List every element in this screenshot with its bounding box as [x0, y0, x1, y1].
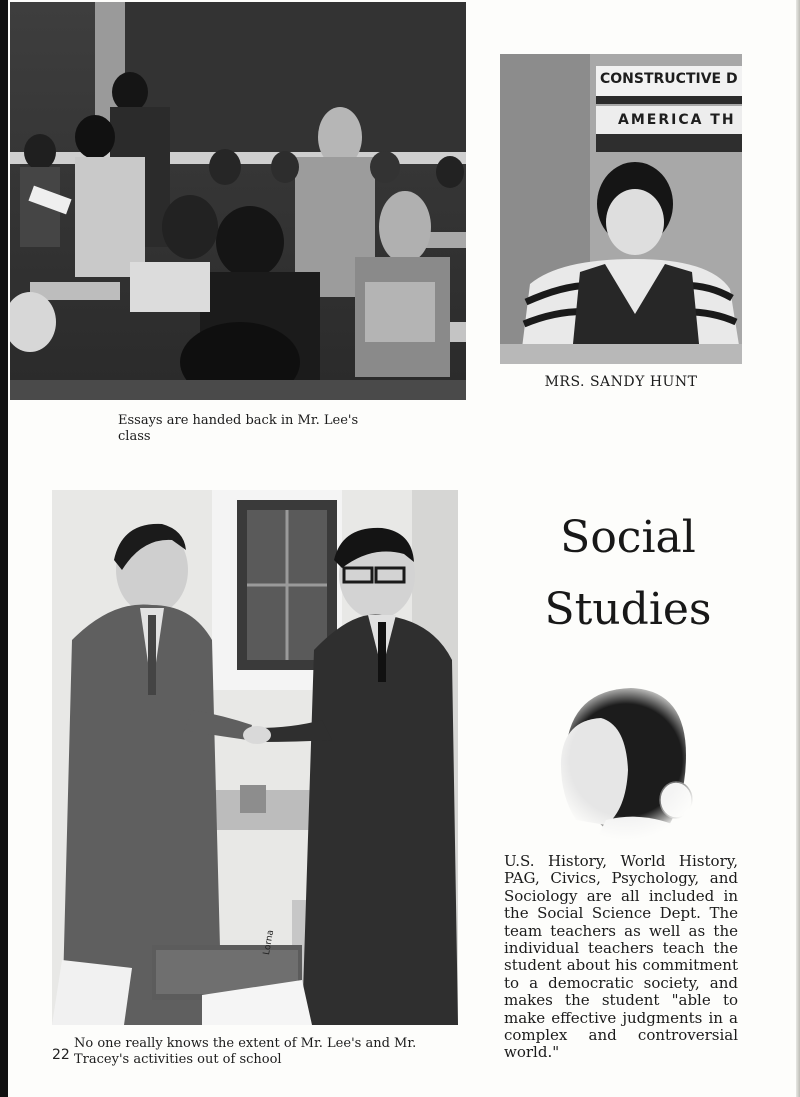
classroom-photo: [10, 2, 466, 400]
teacher-portrait-caption: MRS. SANDY HUNT: [544, 374, 698, 390]
book-label: Lorna: [262, 929, 277, 956]
handshake-caption-line2: Tracey's activities out of school: [74, 1052, 282, 1067]
page-number: 22: [52, 1047, 70, 1063]
section-description: U.S. History, World History, PAG, Civics, Psychology, and Sociology are all included in the Social Science Dept. The team teachers as well as the individual teachers teach the student about his commitment to a democratic society, and makes the student "able to make effective judgments in a complex and controversial world.": [504, 852, 738, 1062]
banner-text-line1: CONSTRUCTIVE D: [600, 71, 738, 87]
page-edge: [796, 0, 800, 1097]
banner-text-line2: AMERICA TH: [618, 112, 736, 128]
classroom-caption: Essays are handed back in Mr. Lee's class: [118, 413, 359, 444]
student-profile-photo: [546, 680, 706, 840]
section-title-line1: Social: [560, 512, 696, 563]
handshake-caption-line1: No one really knows the extent of Mr. Lee's and Mr.: [74, 1036, 417, 1051]
handshake-photo: [52, 490, 458, 1025]
section-title-line2: Studies: [544, 584, 712, 635]
teacher-portrait-photo: [500, 54, 742, 364]
